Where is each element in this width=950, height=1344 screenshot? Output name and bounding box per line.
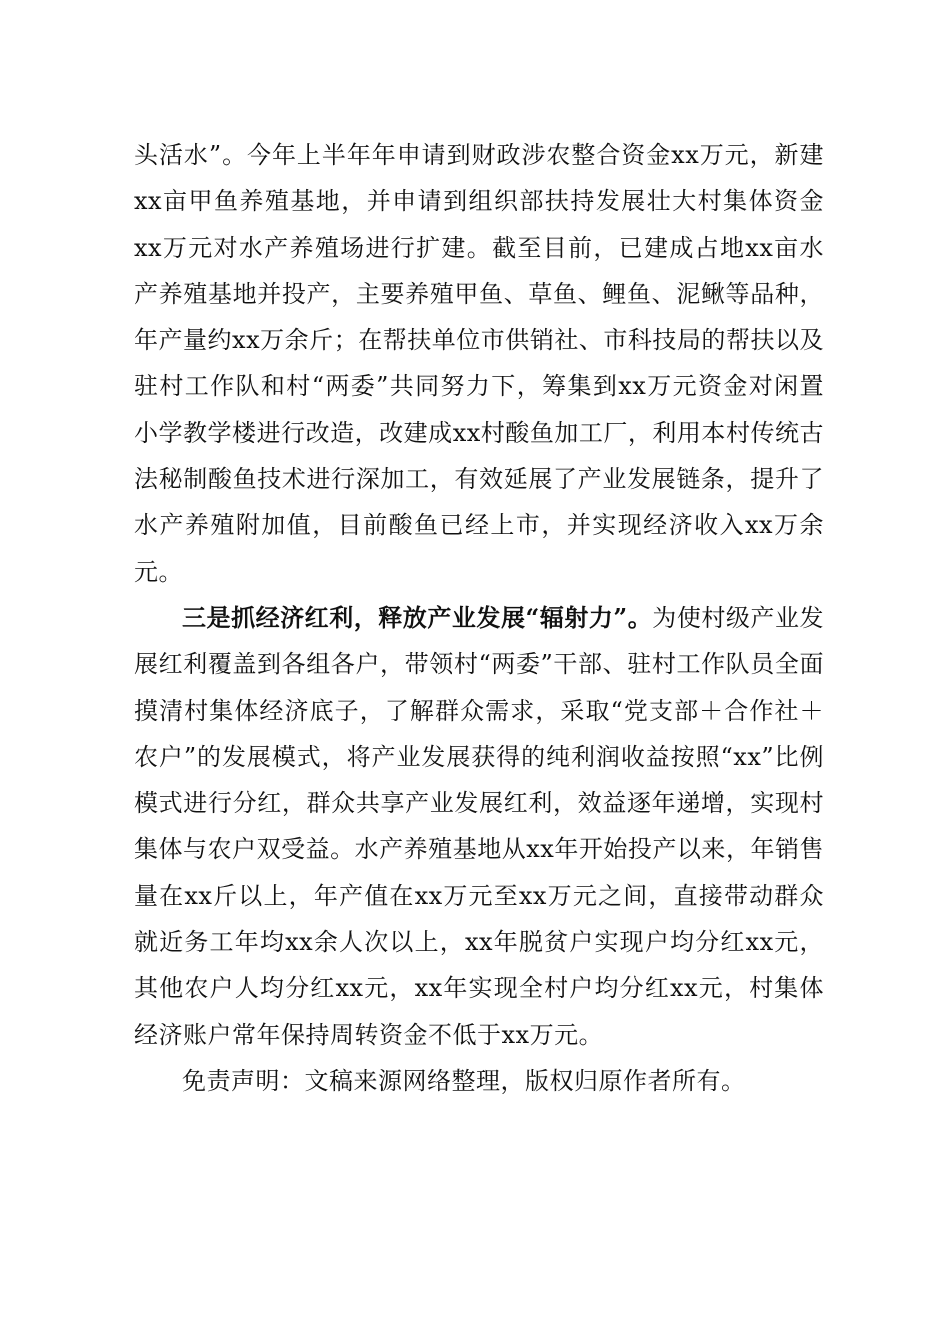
document-body: [134, 132, 824, 1104]
paragraph-lead-heading: 三是抓经济红利，释放产业发展“辐射力”。: [182, 602, 653, 632]
disclaimer: 免责声明：文稿来源网络整理，版权归原作者所有。: [182, 1066, 746, 1095]
paragraph-aquaculture: 头活水”。今年上半年年申请到财政涉农整合资金xx万元，新建xx亩甲鱼养殖基地，并申请到组织部扶持发展壮大村集体资金xx万元对水产养殖场进行扩建。截至目前，已建成占地xx亩水产养殖基地并投产，主要养殖甲鱼、草鱼、鲤鱼、泥鳅等品种，年产量约xx万余斤；在帮扶单位市供销社、市科技局的帮扶以及驻村工作队和村“两委”共同努力下，筹集到xx万元资金对闲置小学教学楼进行改造，改建成xx村酸鱼加工厂，利用本村传统古法秘制酸鱼技术进行深加工，有效延展了产业发展链条，提升了水产养殖附加值，目前酸鱼已经上市，并实现经济收入xx万余元。: [134, 141, 824, 586]
paragraph-economic-dividend: [134, 595, 824, 1058]
paragraph-body-text: 为使村级产业发展红利覆盖到各组各户，带领村“两委”干部、驻村工作队员全面摸清村集体经济底子，了解群众需求，采取“党支部＋合作社＋农户”的发展模式，将产业发展获得的纯利润收益按照“xx”比例模式进行分红，群众共享产业发展红利，效益逐年递增，实现村集体与农户双受益。水产养殖基地从xx年开始投产以来，年销售量在xx斤以上，年产值在xx万元至xx万元之间，直接带动群众就近务工年均xx余人次以上，xx年脱贫户实现户均分红xx元，其他农户人均分红xx元，xx年实现全村户均分红xx元，村集体经济账户常年保持周转资金不低于xx万元。: [134, 603, 825, 1049]
